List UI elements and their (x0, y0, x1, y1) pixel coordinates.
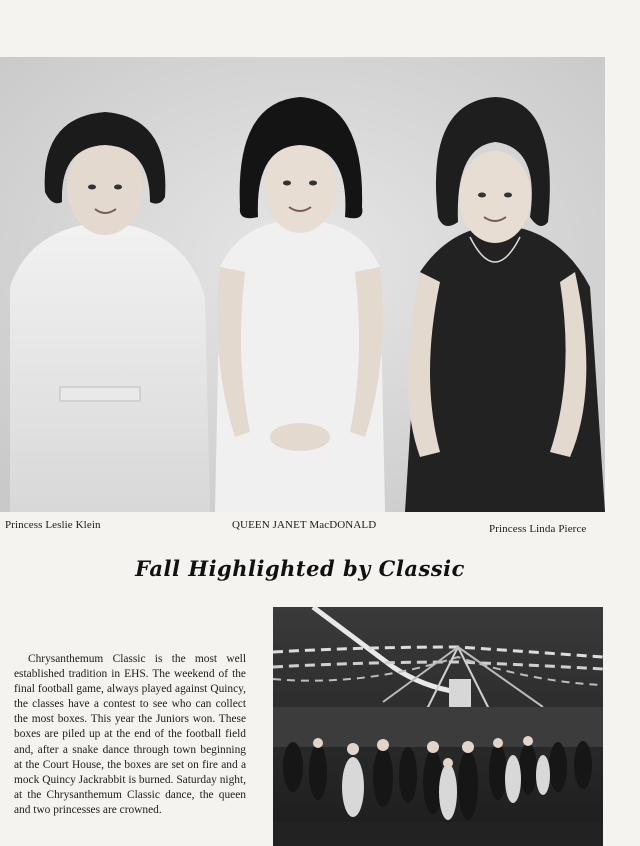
dance-photo (273, 607, 603, 846)
caption-princess-right: Princess Linda Pierce (489, 523, 587, 535)
caption-princess-left: Princess Leslie Klein (5, 519, 101, 531)
portrait-photo-icon (0, 57, 605, 512)
article-body: Chrysanthemum Classic is the most well established tradition in EHS. The weekend of the final football game, always played against Quincy, the classes have a contest to see who can collect the most boxes. This year the Juniors won. These boxes are piled up at the end of the football field and, after a snake dance through town beginning at the Court House, the boxes are set on fire and a mock Quincy Jackrabbit is burned. Saturday night, at the Chrysanthemum Classic dance, the queen and two princesses are crowned. (14, 653, 246, 816)
dance-photo-icon (273, 607, 603, 846)
royalty-portrait-photo (0, 57, 605, 512)
caption-queen: QUEEN JANET MacDONALD (232, 519, 377, 531)
section-title: Fall Highlighted by Classic (135, 556, 465, 581)
